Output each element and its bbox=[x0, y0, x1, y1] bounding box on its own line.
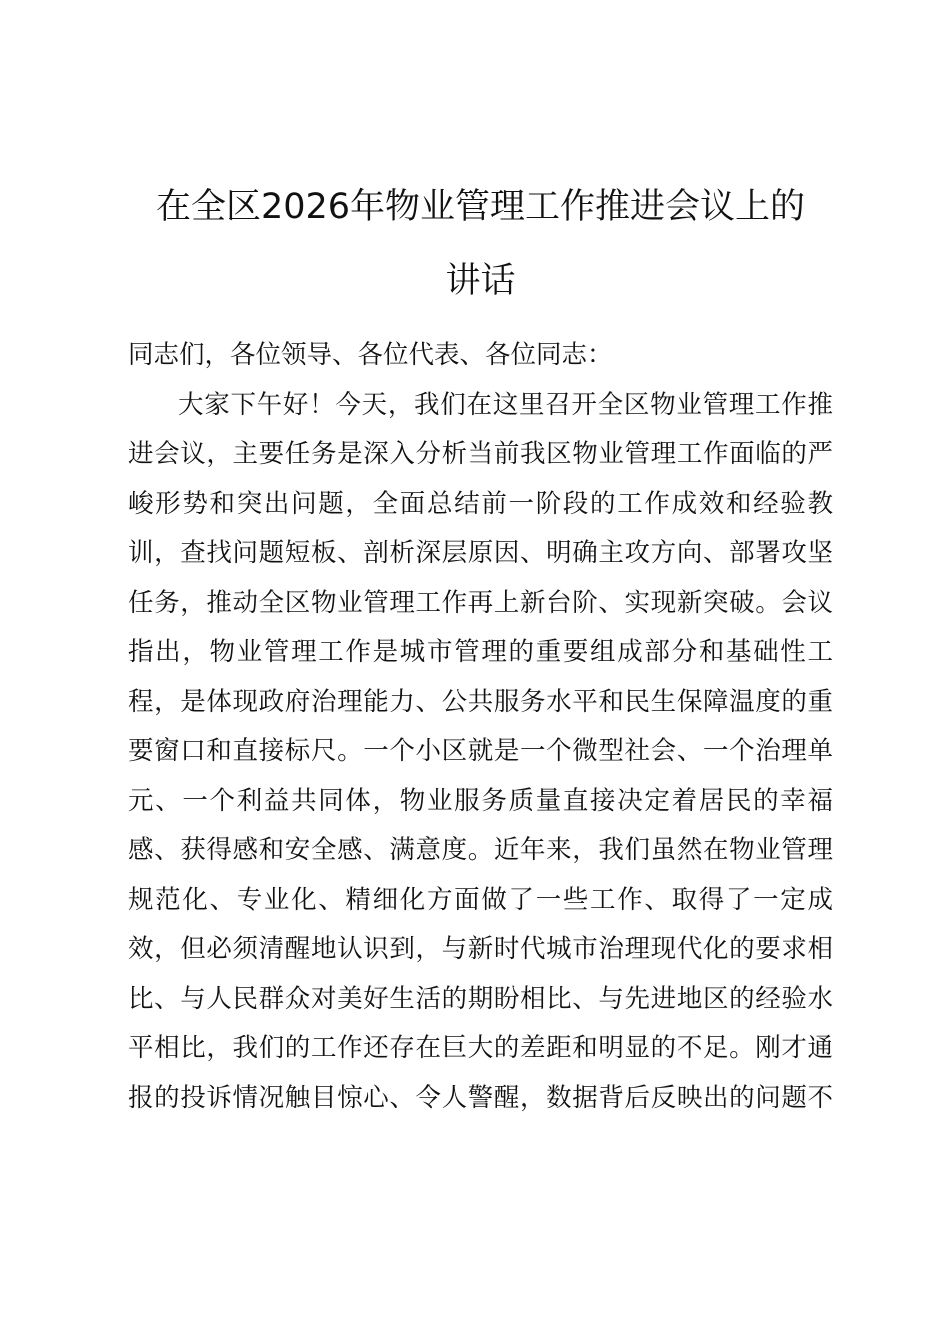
body-line: 任务，推动全区物业管理工作再上新台阶、实现新突破。会议 bbox=[128, 588, 833, 618]
body-line: 规范化、专业化、精细化方面做了一些工作、取得了一定成 bbox=[128, 885, 833, 915]
body-line: 程，是体现政府治理能力、公共服务水平和民生保障温度的重 bbox=[128, 687, 833, 717]
document-title-line-1: 在全区2026年物业管理工作推进会议上的 bbox=[155, 187, 806, 227]
document-title-line-2: 讲话 bbox=[445, 261, 516, 301]
body-line: 要窗口和直接标尺。一个小区就是一个微型社会、一个治理单 bbox=[128, 736, 833, 766]
body-line: 大家下午好！今天，我们在这里召开全区物业管理工作推 bbox=[178, 390, 833, 420]
body-line: 平相比，我们的工作还存在巨大的差距和明显的不足。刚才通 bbox=[128, 1033, 833, 1063]
body-line: 效，但必须清醒地认识到，与新时代城市治理现代化的要求相 bbox=[128, 934, 833, 964]
body-line: 比、与人民群众对美好生活的期盼相比、与先进地区的经验水 bbox=[128, 984, 833, 1014]
body-line: 峻形势和突出问题，全面总结前一阶段的工作成效和经验教 bbox=[128, 489, 833, 519]
body-line: 感、获得感和安全感、满意度。近年来，我们虽然在物业管理 bbox=[128, 835, 833, 865]
body-line: 进会议，主要任务是深入分析当前我区物业管理工作面临的严 bbox=[128, 439, 833, 469]
body-line: 元、一个利益共同体，物业服务质量直接决定着居民的幸福 bbox=[128, 786, 833, 816]
body-line: 报的投诉情况触目惊心、令人警醒，数据背后反映出的问题不 bbox=[128, 1083, 833, 1113]
salutation: 同志们，各位领导、各位代表、各位同志： bbox=[128, 340, 613, 370]
body-line: 指出，物业管理工作是城市管理的重要组成部分和基础性工 bbox=[128, 637, 833, 667]
body-line: 训，查找问题短板、剖析深层原因、明确主攻方向、部署攻坚 bbox=[128, 538, 833, 568]
